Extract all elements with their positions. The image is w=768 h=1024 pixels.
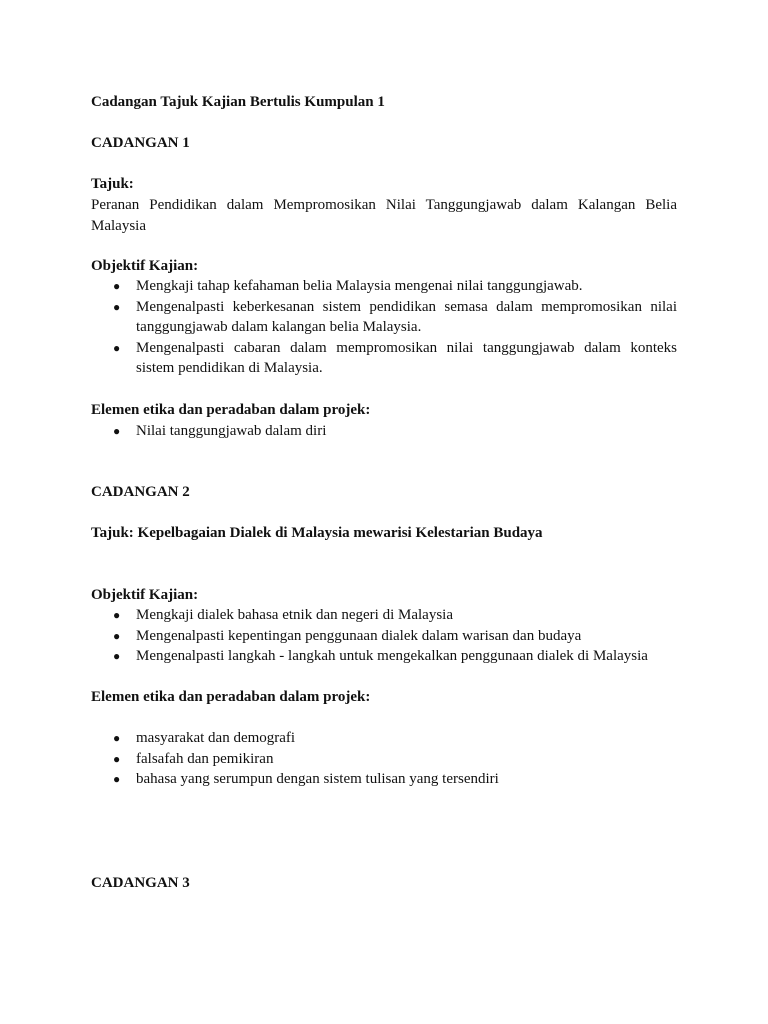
- proposal-1-title-text: Peranan Pendidikan dalam Mempromosikan Nilai Tanggungjawab dalam Kalangan Belia Malaysia: [91, 197, 677, 234]
- list-item-text: Nilai tanggungjawab dalam diri: [136, 423, 327, 439]
- list-item-text: falsafah dan pemikiran: [136, 750, 274, 767]
- proposal-1-label: CADANGAN 1: [91, 135, 190, 151]
- proposal-1-ethics-list: [91, 421, 677, 442]
- proposal-2-title: Tajuk: Kepelbagaian Dialek di Malaysia mewarisi Kelestarian Budaya: [91, 525, 543, 541]
- list-item: [91, 646, 677, 667]
- document-heading: Cadangan Tajuk Kajian Bertulis Kumpulan 1: [91, 94, 385, 110]
- bullet-icon: ●: [113, 772, 121, 786]
- proposal-2-label: CADANGAN 2: [91, 484, 190, 500]
- list-item: [91, 276, 677, 297]
- list-item-text: Mengkaji tahap kefahaman belia Malaysia mengenai nilai tanggungjawab.: [136, 278, 583, 294]
- proposal-2-objectives-list: [91, 605, 677, 667]
- proposal-2-objectives-label: Objektif Kajian:: [91, 587, 199, 603]
- bullet-icon: ●: [113, 279, 121, 293]
- bullet-icon: ●: [113, 340, 121, 355]
- list-item-text: Mengenalpasti cabaran dalam mempromosikan nilai tanggungjawab dalam konteks sistem pendidikan di Malaysia.: [136, 339, 677, 376]
- bullet-icon: ●: [113, 751, 121, 766]
- list-item-text: Mengenalpasti langkah - langkah untuk mengekalkan penggunaan dialek di Malaysia: [136, 648, 648, 664]
- bullet-icon: ●: [113, 731, 121, 745]
- list-item-text: Mengenalpasti keberkesanan sistem pendidikan semasa dalam mempromosikan nilai tanggungjawab dalam kalangan belia Malaysia.: [136, 298, 677, 335]
- list-item: [91, 728, 677, 749]
- proposal-1-title-label: Tajuk:: [91, 176, 134, 192]
- list-item: [91, 769, 677, 790]
- bullet-icon: ●: [113, 649, 121, 663]
- proposal-3-label: CADANGAN 3: [91, 875, 190, 891]
- list-item: [91, 421, 677, 442]
- list-item: [91, 749, 677, 770]
- proposal-1-objectives-label: Objektif Kajian:: [91, 258, 199, 274]
- bullet-icon: ●: [113, 628, 121, 643]
- proposal-1-ethics-label: Elemen etika dan peradaban dalam projek:: [91, 402, 371, 418]
- list-item: [91, 605, 677, 626]
- list-item-text: Mengenalpasti kepentingan penggunaan dialek dalam warisan dan budaya: [136, 627, 582, 644]
- list-item: [91, 626, 677, 647]
- list-item-text: Mengkaji dialek bahasa etnik dan negeri di Malaysia: [136, 607, 453, 623]
- list-item: [91, 338, 677, 379]
- proposal-2-ethics-list: [91, 728, 677, 790]
- bullet-icon: ●: [113, 608, 121, 622]
- proposal-2-ethics-label: Elemen etika dan peradaban dalam projek:: [91, 689, 371, 705]
- bullet-icon: ●: [113, 299, 121, 314]
- bullet-icon: ●: [113, 424, 121, 438]
- proposal-1-objectives-list: [91, 276, 677, 379]
- list-item: [91, 297, 677, 338]
- list-item-text: bahasa yang serumpun dengan sistem tulisan yang tersendiri: [136, 771, 499, 787]
- list-item-text: masyarakat dan demografi: [136, 730, 296, 746]
